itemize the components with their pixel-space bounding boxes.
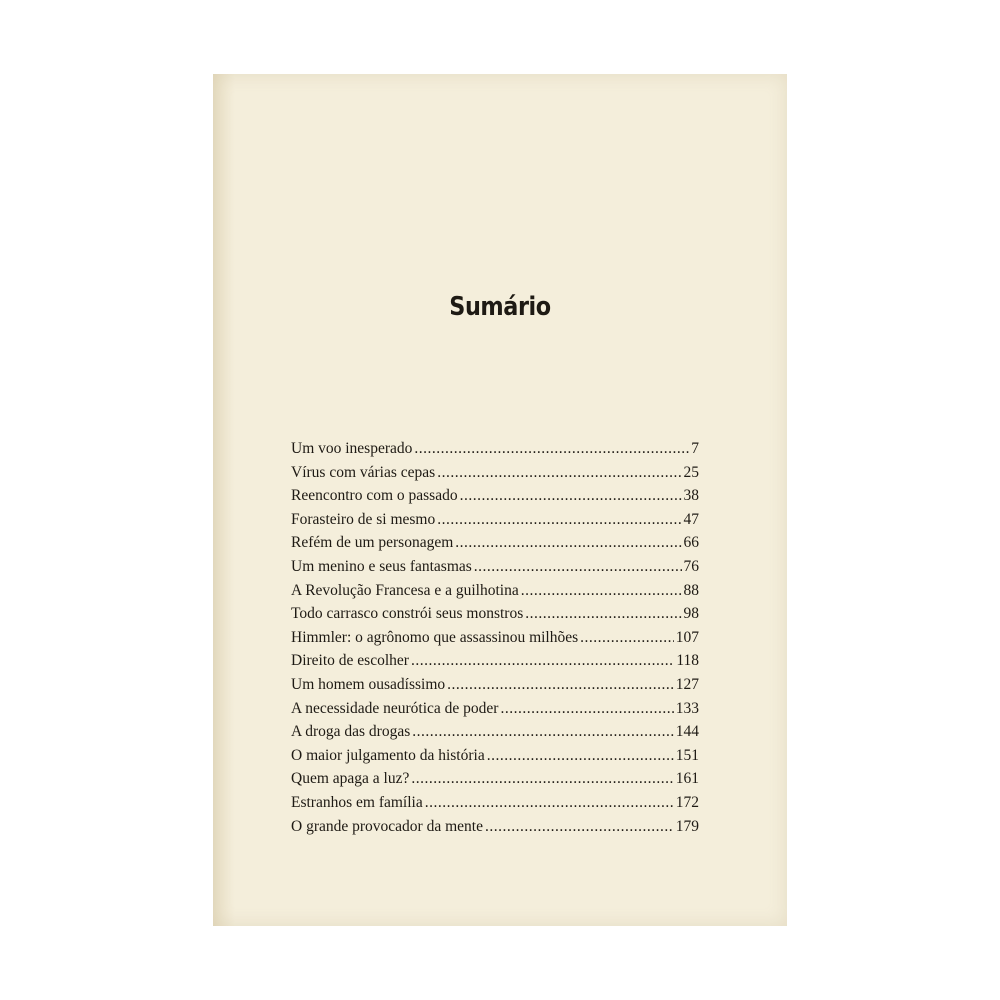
toc-entry bbox=[291, 818, 699, 842]
table-of-contents bbox=[291, 440, 699, 841]
book-page bbox=[213, 74, 787, 926]
toc-dot-leader bbox=[411, 770, 673, 788]
toc-entry-page-number: 133 bbox=[675, 699, 699, 717]
toc-dot-leader bbox=[525, 605, 681, 623]
toc-entry-page-number: 88 bbox=[683, 581, 699, 599]
toc-entry bbox=[291, 723, 699, 747]
toc-entry-title: Reencontro com o passado bbox=[291, 487, 458, 505]
toc-entry-page-number: 76 bbox=[683, 557, 699, 575]
toc-entry-page-number: 151 bbox=[675, 746, 699, 764]
toc-entry-title: Forasteiro de si mesmo bbox=[291, 510, 436, 528]
toc-entry bbox=[291, 700, 699, 724]
toc-entry bbox=[291, 770, 699, 794]
toc-entry-page-number: 66 bbox=[683, 534, 699, 552]
toc-entry-title: A necessidade neurótica de poder bbox=[291, 699, 499, 717]
toc-entry-title: Vírus com várias cepas bbox=[291, 463, 436, 481]
toc-dot-leader bbox=[414, 440, 689, 458]
toc-entry bbox=[291, 511, 699, 535]
toc-entry-page-number: 47 bbox=[683, 510, 699, 528]
toc-entry-page-number: 118 bbox=[676, 652, 699, 670]
toc-entry-title: Quem apaga a luz? bbox=[291, 770, 410, 788]
toc-dot-leader bbox=[412, 723, 674, 741]
toc-entry-title: Himmler: o agrônomo que assassinou milhões bbox=[291, 628, 579, 646]
toc-entry-page-number: 38 bbox=[683, 487, 699, 505]
toc-entry bbox=[291, 464, 699, 488]
toc-dot-leader bbox=[580, 629, 674, 647]
toc-entry-title: A droga das drogas bbox=[291, 723, 411, 741]
toc-dot-leader bbox=[455, 534, 681, 552]
toc-entry-title: Um voo inesperado bbox=[291, 440, 413, 457]
toc-entry-page-number: 127 bbox=[675, 675, 699, 693]
toc-entry-title: A Revolução Francesa e a guilhotina bbox=[291, 581, 519, 599]
toc-entry bbox=[291, 582, 699, 606]
toc-entry-page-number: 25 bbox=[683, 463, 699, 481]
toc-dot-leader bbox=[425, 794, 674, 812]
toc-entry bbox=[291, 440, 699, 464]
toc-entry bbox=[291, 534, 699, 558]
toc-entry-page-number: 161 bbox=[675, 770, 699, 788]
toc-entry bbox=[291, 558, 699, 582]
toc-entry-title: Estranhos em família bbox=[291, 793, 423, 811]
toc-entry-page-number: 144 bbox=[675, 723, 699, 741]
toc-entry-title: Refém de um personagem bbox=[291, 534, 454, 552]
toc-entry-title: Todo carrasco constrói seus monstros bbox=[291, 605, 524, 623]
page-title: Sumário bbox=[449, 292, 551, 322]
toc-entry bbox=[291, 629, 699, 653]
toc-dot-leader bbox=[437, 511, 681, 529]
toc-entry-title: O maior julgamento da história bbox=[291, 746, 485, 764]
toc-dot-leader bbox=[487, 747, 674, 765]
toc-entry-page-number: 7 bbox=[691, 440, 699, 457]
toc-entry bbox=[291, 747, 699, 771]
toc-dot-leader bbox=[411, 652, 674, 670]
toc-entry bbox=[291, 676, 699, 700]
toc-entry bbox=[291, 652, 699, 676]
toc-entry-page-number: 98 bbox=[683, 605, 699, 623]
toc-entry bbox=[291, 605, 699, 629]
toc-entry-page-number: 172 bbox=[675, 793, 699, 811]
toc-dot-leader bbox=[500, 700, 673, 718]
toc-entry-page-number: 179 bbox=[675, 817, 699, 835]
toc-entry-title: O grande provocador da mente bbox=[291, 817, 483, 835]
toc-dot-leader bbox=[474, 558, 682, 576]
toc-entry-page-number: 107 bbox=[675, 628, 699, 646]
toc-dot-leader bbox=[521, 582, 682, 600]
toc-dot-leader bbox=[447, 676, 674, 694]
toc-dot-leader bbox=[485, 818, 674, 836]
toc-entry-title: Direito de escolher bbox=[291, 652, 409, 670]
toc-entry bbox=[291, 487, 699, 511]
toc-dot-leader bbox=[460, 487, 682, 505]
toc-entry-title: Um menino e seus fantasmas bbox=[291, 557, 472, 575]
toc-dot-leader bbox=[437, 464, 681, 482]
toc-entry-title: Um homem ousadíssimo bbox=[291, 675, 446, 693]
toc-entry bbox=[291, 794, 699, 818]
